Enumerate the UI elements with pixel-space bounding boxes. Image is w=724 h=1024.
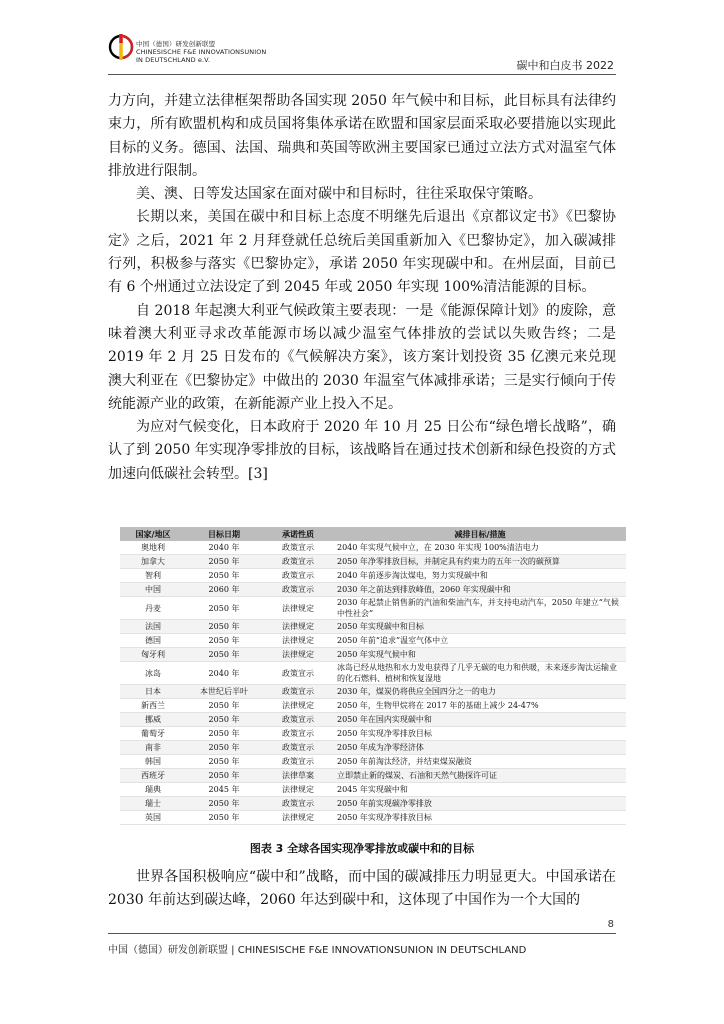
table-body (120, 541, 626, 825)
paragraph-3: 长期以来，美国在碳中和目标上态度不明继先后退出《京都议定书》《巴黎协定》之后，2021 年 2 月拜登就任总统后美国重新加入《巴黎协定》，加入碳减排行列，积极参与落实《巴黎协定》，承诺 2050 年实现碳中和。在州层面，目前已有 6 个州通过立法设定了到 2045 年或 2050 年实现 100%清洁能源的目标。 (108, 209, 616, 296)
continuation-text (108, 866, 616, 913)
cell-country: 奥地利 (120, 541, 186, 555)
cell-target-date: 2050 年 (186, 727, 262, 741)
table-row (120, 569, 626, 583)
cell-commitment: 法律规定 (262, 811, 334, 825)
cell-target-date: 2050 年 (186, 569, 262, 583)
cell-country: 日本 (120, 685, 186, 699)
table-row (120, 811, 626, 825)
cell-commitment: 政策宣示 (262, 662, 334, 685)
table-row (120, 555, 626, 569)
cell-commitment: 法律规定 (262, 699, 334, 713)
cell-commitment: 政策宣示 (262, 555, 334, 569)
cell-measures: 2040 年实现气候中立，在 2030 年实现 100%清洁电力 (334, 541, 626, 555)
cell-country: 瑞士 (120, 797, 186, 811)
cell-measures: 2050 年，生物甲烷将在 2017 年的基础上减少 24-47% (334, 699, 626, 713)
cell-country: 法国 (120, 620, 186, 634)
cell-measures: 2050 年前实现碳净零排放 (334, 797, 626, 811)
table-row (120, 662, 626, 685)
cell-target-date: 2050 年 (186, 797, 262, 811)
header-divider (108, 74, 616, 75)
cell-measures: 2030 年起禁止销售新的汽油和柴油汽车，并支持电动汽车，2050 年建立“气候中性社会” (334, 597, 626, 620)
cell-measures: 冰岛已经从地热和水力发电获得了几乎无碳的电力和供暖，未来逐步淘汰运输业的化石燃料、植树和恢复湿地 (334, 662, 626, 685)
cell-target-date: 本世纪后半叶 (186, 685, 262, 699)
cell-country: 挪威 (120, 713, 186, 727)
paragraph-1: 力方向，并建立法律框架帮助各国实现 2050 年气候中和目标，此目标具有法律约束力，所有欧盟机构和成员国将集体承诺在欧盟和国家层面采取必要措施以实现此目标的义务。德国、法国、瑞典和英国等欧洲主要国家已通过立法方式对温室气体排放进行限制。 (108, 93, 616, 179)
cell-target-date: 2045 年 (186, 783, 262, 797)
targets-table (120, 527, 626, 825)
table-row (120, 727, 626, 741)
cell-measures: 2040 年前逐步淘汰煤电，努力实现碳中和 (334, 569, 626, 583)
cell-country: 英国 (120, 811, 186, 825)
union-logo-icon (108, 33, 134, 61)
cell-country: 新西兰 (120, 699, 186, 713)
cell-measures: 2045 年实现碳中和 (334, 783, 626, 797)
cell-target-date: 2050 年 (186, 634, 262, 648)
org-line-german-2: IN DEUTSCHLAND e.V. (136, 56, 211, 64)
cell-country: 德国 (120, 634, 186, 648)
org-name (136, 40, 266, 64)
cell-measures: 立即禁止新的煤炭、石油和天然气勘探许可证 (334, 769, 626, 783)
page-number: 8 (607, 919, 614, 930)
cell-target-date: 2050 年 (186, 555, 262, 569)
table-row (120, 648, 626, 662)
cell-country: 智利 (120, 569, 186, 583)
cell-commitment: 法律规定 (262, 648, 334, 662)
cell-target-date: 2050 年 (186, 597, 262, 620)
paragraph-2: 美、澳、日等发达国家在面对碳中和目标时，往往采取保守策略。 (136, 186, 542, 203)
cell-country: 葡萄牙 (120, 727, 186, 741)
cell-measures: 2050 年在国内实现碳中和 (334, 713, 626, 727)
cell-commitment: 政策宣示 (262, 713, 334, 727)
cell-commitment: 政策宣示 (262, 727, 334, 741)
table-row (120, 597, 626, 620)
cell-country: 南非 (120, 741, 186, 755)
cell-target-date: 2050 年 (186, 811, 262, 825)
cell-target-date: 2050 年 (186, 620, 262, 634)
cell-country: 匈牙利 (120, 648, 186, 662)
cell-measures: 2050 年实现净零排放目标 (334, 811, 626, 825)
cell-target-date: 2050 年 (186, 741, 262, 755)
cell-target-date: 2050 年 (186, 648, 262, 662)
cell-target-date: 2060 年 (186, 583, 262, 597)
paragraph-6: 世界各国积极响应“碳中和”战略，而中国的碳减排压力明显更大。中国承诺在 2030 年前达到碳达峰，2060 年达到碳中和，这体现了中国作为一个大国的 (108, 869, 616, 909)
document-title: 碳中和白皮书 2022 (516, 59, 614, 72)
cell-country: 韩国 (120, 755, 186, 769)
cell-country: 西班牙 (120, 769, 186, 783)
cell-commitment: 法律规定 (262, 783, 334, 797)
page-header (0, 0, 724, 80)
footer-divider (108, 933, 616, 934)
cell-measures: 2030 年之前达到排放峰值，2060 年实现碳中和 (334, 583, 626, 597)
paragraph-5: 为应对气候变化，日本政府于 2020 年 10 月 25 日公布“绿色增长战略”，确认了到 2050 年实现净零排放的目标，该战略旨在通过技术创新和绿色投资的方式加速向低碳社会转型。[3] (108, 419, 616, 482)
cell-commitment: 法律规定 (262, 634, 334, 648)
paragraph-4: 自 2018 年起澳大利亚气候政策主要表现：一是《能源保障计划》的废除，意味着澳大利亚寻求改革能源市场以减少温室气体排放的尝试以失败告终；二是 2019 年 2 月 25 日发布的《气候解决方案》，该方案计划投资 35 亿澳元来兑现澳大利亚在《巴黎协定》中做出的 2030 年温室气体减排承诺；三是实行倾向于传统能源产业的政策，在新能源产业上投入不足。 (108, 302, 616, 412)
header-commitment: 承诺性质 (262, 527, 334, 541)
table-row (120, 769, 626, 783)
cell-target-date: 2040 年 (186, 541, 262, 555)
cell-commitment: 政策宣示 (262, 797, 334, 811)
cell-measures: 2050 年成为净零经济体 (334, 741, 626, 755)
header-target-date: 目标日期 (186, 527, 262, 541)
cell-target-date: 2050 年 (186, 713, 262, 727)
table-row (120, 755, 626, 769)
table-row (120, 699, 626, 713)
table-header-row (120, 527, 626, 541)
table-row (120, 541, 626, 555)
cell-country: 冰岛 (120, 662, 186, 685)
cell-commitment: 法律规定 (262, 620, 334, 634)
cell-target-date: 2050 年 (186, 755, 262, 769)
cell-commitment: 政策宣示 (262, 541, 334, 555)
cell-commitment: 政策宣示 (262, 755, 334, 769)
cell-measures: 2050 年实现碳中和目标 (334, 620, 626, 634)
table-row (120, 634, 626, 648)
targets-table-wrapper (120, 527, 626, 825)
cell-commitment: 政策宣示 (262, 583, 334, 597)
cell-commitment: 政策宣示 (262, 685, 334, 699)
table-row (120, 783, 626, 797)
header-measures: 减排目标/措施 (334, 527, 626, 541)
cell-country: 加拿大 (120, 555, 186, 569)
cell-target-date: 2050 年 (186, 769, 262, 783)
table-row (120, 797, 626, 811)
cell-country: 中国 (120, 583, 186, 597)
cell-measures: 2030 年，煤炭仍将供应全国四分之一的电力 (334, 685, 626, 699)
cell-measures: 2050 年前淘汰经济，并结束煤炭融资 (334, 755, 626, 769)
cell-country: 瑞典 (120, 783, 186, 797)
table-row (120, 620, 626, 634)
cell-country: 丹麦 (120, 597, 186, 620)
table-row (120, 713, 626, 727)
org-line-german-1: CHINESISCHE F&E INNOVATIONSUNION (136, 48, 267, 56)
cell-commitment: 政策宣示 (262, 569, 334, 583)
table-row (120, 583, 626, 597)
cell-target-date: 2040 年 (186, 662, 262, 685)
cell-measures: 2050 年前“追求”温室气体中立 (334, 634, 626, 648)
cell-measures: 2050 年实现净零排放目标 (334, 727, 626, 741)
table-row (120, 685, 626, 699)
cell-commitment: 法律规定 (262, 597, 334, 620)
table-caption: 图表 3 全球各国实现净零排放或碳中和的目标 (249, 842, 475, 855)
table-row (120, 741, 626, 755)
cell-measures: 2050 年净零排放目标，并制定具有约束力的五年一次的碳预算 (334, 555, 626, 569)
cell-target-date: 2050 年 (186, 699, 262, 713)
cell-measures: 2050 年实现气候中和 (334, 648, 626, 662)
main-text (108, 90, 616, 486)
cell-commitment: 政策宣示 (262, 741, 334, 755)
page-footer: 中国（德国）研发创新联盟 | CHINESISCHE F&E INNOVATIONSUNION IN DEUTSCHLAND (108, 945, 527, 956)
header-country: 国家/地区 (120, 527, 186, 541)
cell-commitment: 法律草案 (262, 769, 334, 783)
org-line-chinese: 中国（德国）研发创新联盟 (136, 40, 216, 48)
